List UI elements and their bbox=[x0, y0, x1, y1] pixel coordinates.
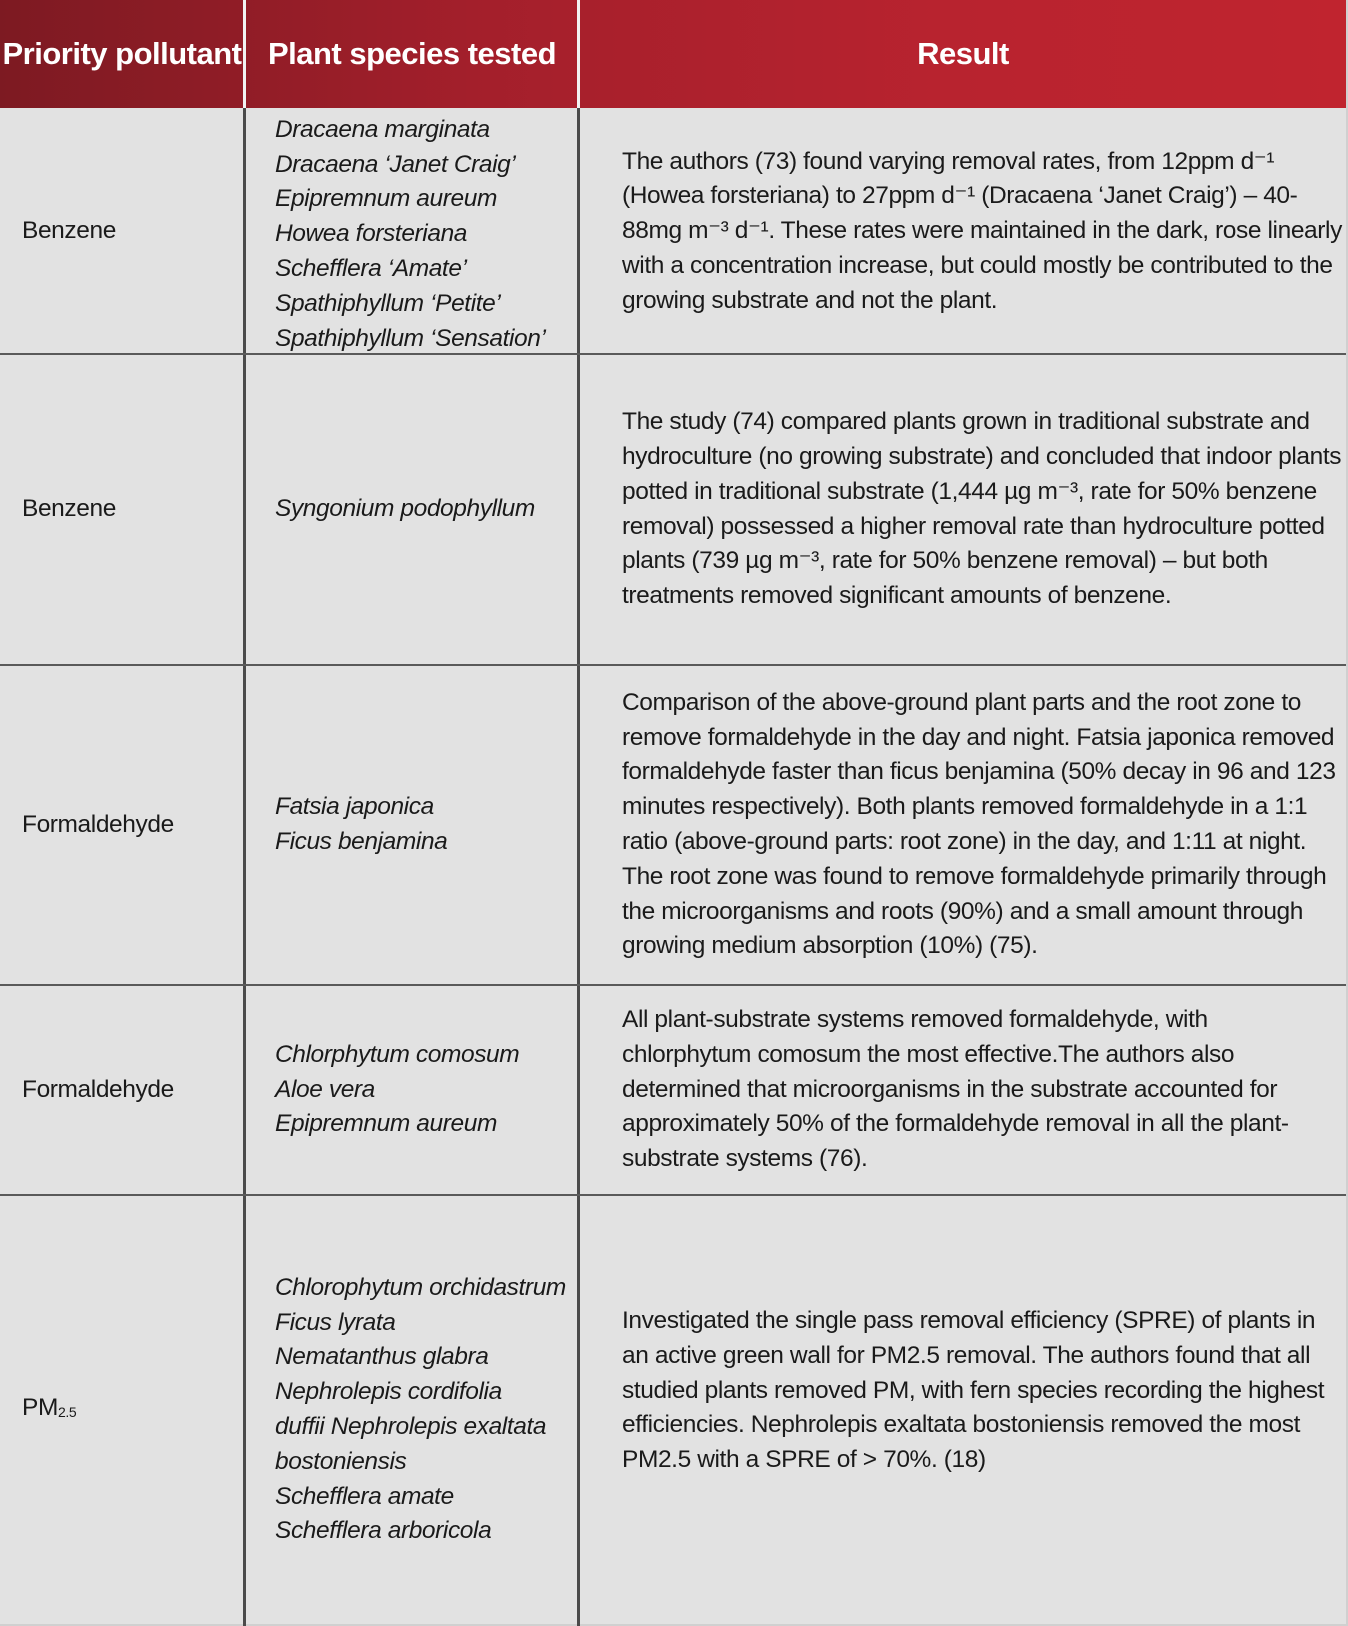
species-item: Schefflera ‘Amate’ bbox=[275, 254, 467, 282]
header-result: Result bbox=[917, 36, 1009, 71]
species-item: Ficus benjamina bbox=[275, 828, 448, 855]
table-row-4-pollutant bbox=[22, 986, 242, 1194]
table-row-5-pollutant bbox=[22, 1196, 242, 1624]
table-row-5-result bbox=[622, 1196, 1342, 1586]
result-text: The authors (73) found varying removal rates, from 12ppm d⁻¹ (Howea forsteriana) to 27ppm d⁻¹ (Dracaena ‘Janet Craig’) – 40-88mg m⁻³ d⁻¹. These rates were maintained in the dark, rose linearly with a concentration increase, but could mostly be contributed to the growing substrate and not the plant. bbox=[622, 147, 1342, 314]
result-text: The study (74) compared plants grown in traditional substrate and hydroculture (no growing substrate) and concluded that indoor plants potted in traditional substrate (1,444 µg m⁻³, rate for 50% benzene removal) possessed a higher removal rate than hydroculture potted plants (739 µg m⁻³, rate for 50% benzene removal) – but both treatments removed significant amounts of benzene. bbox=[622, 408, 1342, 610]
pollutant-label: Formaldehyde bbox=[22, 1075, 174, 1103]
species-item: Epipremnum aureum bbox=[275, 1110, 497, 1138]
species-item: Syngonium podophyllum bbox=[275, 495, 535, 523]
pollutant-label: Benzene bbox=[22, 495, 116, 523]
table-row-2-species bbox=[275, 355, 595, 664]
species-item: Chlorophytum orchidastrum bbox=[275, 1273, 566, 1301]
pollutant-label: Benzene bbox=[22, 217, 116, 245]
species-item: Chlorphytum comosum bbox=[275, 1040, 520, 1068]
table-header bbox=[0, 0, 1346, 108]
species-item: Nephrolepis cordifolia bbox=[275, 1378, 502, 1406]
table-row-5-species bbox=[275, 1196, 595, 1624]
species-item: Howea forsteriana bbox=[275, 220, 468, 248]
result-text: Investigated the single pass removal efficiency (SPRE) of plants in an active green wall for PM2.5 removal. The authors found that all studied plants removed PM, with fern species recording the highest efficiencies. Nephrolepis exaltata bostoniensis removed the most PM2.5 with a SPRE of > 70%. (18) bbox=[622, 1307, 1325, 1474]
result-text: Comparison of the above-ground plant parts and the root zone to remove formaldehyde in the day and night. Fatsia japonica removed formaldehyde faster than ficus benjamina (50% decay in 96 and 123 minutes respectively). Both plants removed formaldehyde in a 1:1 ratio (above-ground parts: root zone) in the day, and 1:11 at night. The root zone was found to remove formaldehyde primarily through the microorganisms and roots (90%) and a small amount through growing medium absorption (10%) (75). bbox=[622, 688, 1336, 960]
header-divider bbox=[577, 0, 580, 108]
table-row-3-pollutant bbox=[22, 666, 242, 984]
species-item: Dracaena marginata bbox=[275, 115, 490, 143]
species-item: Fatsia japonica bbox=[275, 793, 434, 821]
species-item: Schefflera arboricola bbox=[275, 1517, 492, 1545]
species-item: duffii Nephrolepis exaltata bbox=[275, 1413, 547, 1440]
table-row-1-pollutant bbox=[22, 110, 242, 353]
table-row-1-result bbox=[622, 110, 1342, 353]
header-priority-pollutant: Priority pollutant bbox=[2, 36, 242, 71]
table-row-1-species bbox=[275, 116, 595, 353]
pollutant-subscript: 2.5 bbox=[57, 1403, 77, 1420]
species-item: Schefflera amate bbox=[275, 1482, 454, 1510]
species-item: Aloe vera bbox=[275, 1075, 375, 1103]
header-plant-species: Plant species tested bbox=[267, 36, 557, 71]
header-divider bbox=[243, 0, 246, 108]
column-divider bbox=[243, 108, 246, 1626]
species-item: Nematanthus glabra bbox=[275, 1343, 489, 1371]
species-item: bostoniensis bbox=[275, 1447, 407, 1475]
species-item: Epipremnum aureum bbox=[275, 185, 497, 213]
table-row-3-species bbox=[275, 666, 595, 984]
table-row-2-pollutant bbox=[22, 355, 242, 664]
species-item: Spathiphyllum ‘Petite’ bbox=[275, 289, 501, 317]
table-row-4-result bbox=[622, 986, 1342, 1194]
species-item: Spathiphyllum ‘Sensation’ bbox=[275, 324, 546, 352]
pollutant-label: Formaldehyde bbox=[22, 810, 174, 838]
species-item: Dracaena ‘Janet Craig’ bbox=[275, 150, 516, 178]
table-row-3-result bbox=[622, 666, 1342, 984]
species-item: Ficus lyrata bbox=[275, 1308, 396, 1336]
result-text: All plant-substrate systems removed formaldehyde, with chlorphytum comosum the most effective.The authors also determined that microorganisms in the substrate accounted for approximately 50% of the formaldehyde removal in all the plant-substrate systems (76). bbox=[622, 1006, 1289, 1173]
table-row-2-result bbox=[622, 355, 1342, 664]
pollutant-label bbox=[22, 1391, 76, 1430]
pollutant-main: PM bbox=[22, 1393, 58, 1421]
table-row-4-species bbox=[275, 986, 595, 1194]
